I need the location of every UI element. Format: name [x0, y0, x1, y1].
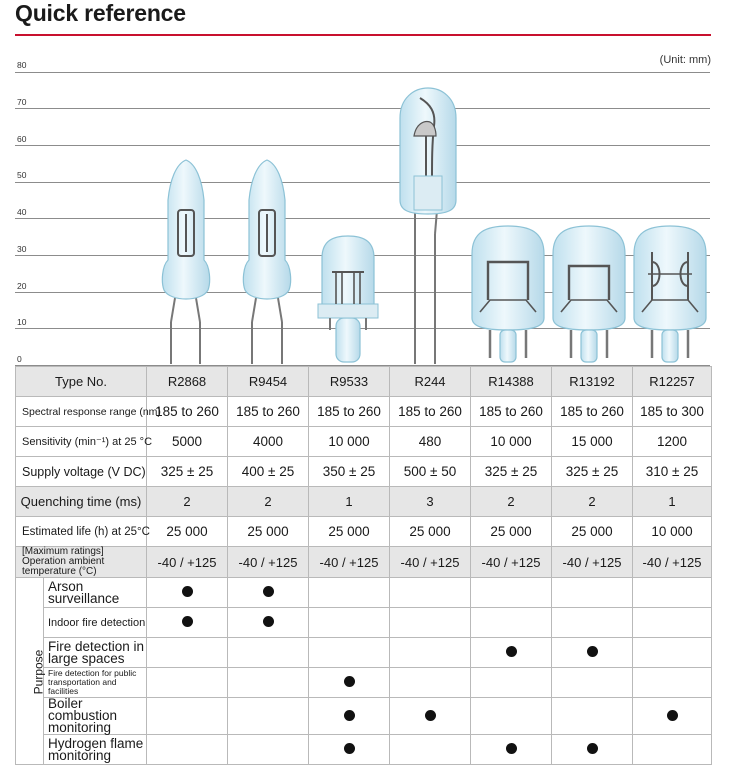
- type-row: [16, 367, 712, 397]
- tube-r13192-illustration: [553, 226, 625, 362]
- col-r9533: R9533: [309, 367, 390, 397]
- grid-label-60: 60: [17, 134, 27, 144]
- cell: 2: [471, 487, 552, 517]
- applicable-dot: [425, 710, 436, 721]
- row-label: Supply voltage (V DC): [16, 457, 147, 487]
- applicable-dot: [182, 616, 193, 627]
- page-title: Quick reference: [15, 0, 186, 26]
- cell: 325 ± 25: [471, 457, 552, 487]
- cell: 25 000: [147, 517, 228, 547]
- cell: 1: [633, 487, 712, 517]
- grid-label-30: 30: [17, 244, 27, 254]
- spec-row-voltage: [16, 457, 712, 487]
- type-label: Type No.: [16, 367, 147, 397]
- cell: -40 / +125: [471, 547, 552, 578]
- spec-row-sensitivity: [16, 427, 712, 457]
- cell: -40 / +125: [390, 547, 471, 578]
- row-label: [Maximum ratings] Operation ambient temperature (°C): [16, 547, 147, 578]
- purpose-item-label: Arson surveillance: [44, 578, 147, 608]
- grid-label-70: 70: [17, 97, 27, 107]
- cell: 185 to 260: [471, 397, 552, 427]
- grid-label-20: 20: [17, 281, 27, 291]
- cell: 10 000: [309, 427, 390, 457]
- purpose-group: [16, 578, 44, 765]
- row-label: Quenching time (ms): [16, 487, 147, 517]
- purpose-item-label: Fire detection in large spaces: [44, 638, 147, 668]
- cell: 2: [552, 487, 633, 517]
- applicable-dot: [344, 743, 355, 754]
- cell: -40 / +125: [552, 547, 633, 578]
- grid-label-0: 0: [17, 354, 22, 364]
- purpose-item-label: Boiler combustion monitoring: [44, 698, 147, 735]
- cell: 25 000: [471, 517, 552, 547]
- purpose-row-arson: [16, 578, 712, 608]
- col-r12257: R12257: [633, 367, 712, 397]
- cell: 400 ± 25: [228, 457, 309, 487]
- row-label: Estimated life (h) at 25°C: [16, 517, 147, 547]
- cell: 185 to 260: [390, 397, 471, 427]
- cell: 10 000: [471, 427, 552, 457]
- col-r14388: R14388: [471, 367, 552, 397]
- applicable-dot: [263, 586, 274, 597]
- applicable-dot: [587, 646, 598, 657]
- cell: 15 000: [552, 427, 633, 457]
- applicable-dot: [506, 646, 517, 657]
- grid-label-50: 50: [17, 170, 27, 180]
- spec-row-quenching: [16, 487, 712, 517]
- purpose-row-hydrogen: [16, 735, 712, 765]
- cell: -40 / +125: [633, 547, 712, 578]
- cell: -40 / +125: [309, 547, 390, 578]
- applicable-dot: [587, 743, 598, 754]
- grid-label-40: 40: [17, 207, 27, 217]
- cell: 185 to 300: [633, 397, 712, 427]
- cell: 10 000: [633, 517, 712, 547]
- applicable-dot: [344, 710, 355, 721]
- cell: 4000: [228, 427, 309, 457]
- cell: 1200: [633, 427, 712, 457]
- col-r9454: R9454: [228, 367, 309, 397]
- tube-r9533-illustration: [318, 236, 378, 362]
- cell: 185 to 260: [552, 397, 633, 427]
- applicable-dot: [182, 586, 193, 597]
- cell: 2: [147, 487, 228, 517]
- cell: 5000: [147, 427, 228, 457]
- purpose-row-large-spaces: [16, 638, 712, 668]
- purpose-row-public-transport: [16, 668, 712, 698]
- cell: 185 to 260: [228, 397, 309, 427]
- cell: 350 ± 25: [309, 457, 390, 487]
- applicable-dot: [344, 676, 355, 687]
- cell: -40 / +125: [228, 547, 309, 578]
- purpose-label: Purpose: [31, 649, 46, 694]
- cell: 25 000: [228, 517, 309, 547]
- col-r244: R244: [390, 367, 471, 397]
- row-label: Sensitivity (min⁻¹) at 25 °C: [16, 427, 147, 457]
- tube-r244-illustration: [400, 88, 456, 364]
- cell: 25 000: [390, 517, 471, 547]
- grid-label-10: 10: [17, 317, 27, 327]
- grid-label-80: 80: [17, 60, 27, 70]
- unit-label: (Unit: mm): [659, 54, 711, 66]
- purpose-row-boiler: [16, 698, 712, 735]
- cell: 185 to 260: [309, 397, 390, 427]
- col-r2868: R2868: [147, 367, 228, 397]
- tube-r12257-illustration: [634, 226, 706, 362]
- cell: 25 000: [309, 517, 390, 547]
- tube-r14388-illustration: [472, 226, 544, 362]
- cell: 500 ± 50: [390, 457, 471, 487]
- applicable-dot: [263, 616, 274, 627]
- col-r13192: R13192: [552, 367, 633, 397]
- purpose-item-label: Hydrogen flame monitoring: [44, 735, 147, 765]
- purpose-item-label: Fire detection for public transportation and facilities: [44, 668, 147, 698]
- cell: 325 ± 25: [147, 457, 228, 487]
- cell: 3: [390, 487, 471, 517]
- purpose-item-label: Indoor fire detection: [44, 608, 147, 638]
- cell: 185 to 260: [147, 397, 228, 427]
- spec-row-temperature: [16, 547, 712, 578]
- spec-row-life: [16, 517, 712, 547]
- cell: 25 000: [552, 517, 633, 547]
- cell: 325 ± 25: [552, 457, 633, 487]
- cell: 480: [390, 427, 471, 457]
- row-label: Spectral response range (nm): [16, 397, 147, 427]
- purpose-row-indoor: [16, 608, 712, 638]
- cell: -40 / +125: [147, 547, 228, 578]
- tube-illustrations: [0, 0, 731, 366]
- spec-table: [15, 366, 712, 765]
- tube-r2868-illustration: [162, 160, 209, 364]
- cell: 2: [228, 487, 309, 517]
- tube-r9454-illustration: [243, 160, 290, 364]
- applicable-dot: [506, 743, 517, 754]
- applicable-dot: [667, 710, 678, 721]
- spec-row-spectral: [16, 397, 712, 427]
- cell: 1: [309, 487, 390, 517]
- cell: 310 ± 25: [633, 457, 712, 487]
